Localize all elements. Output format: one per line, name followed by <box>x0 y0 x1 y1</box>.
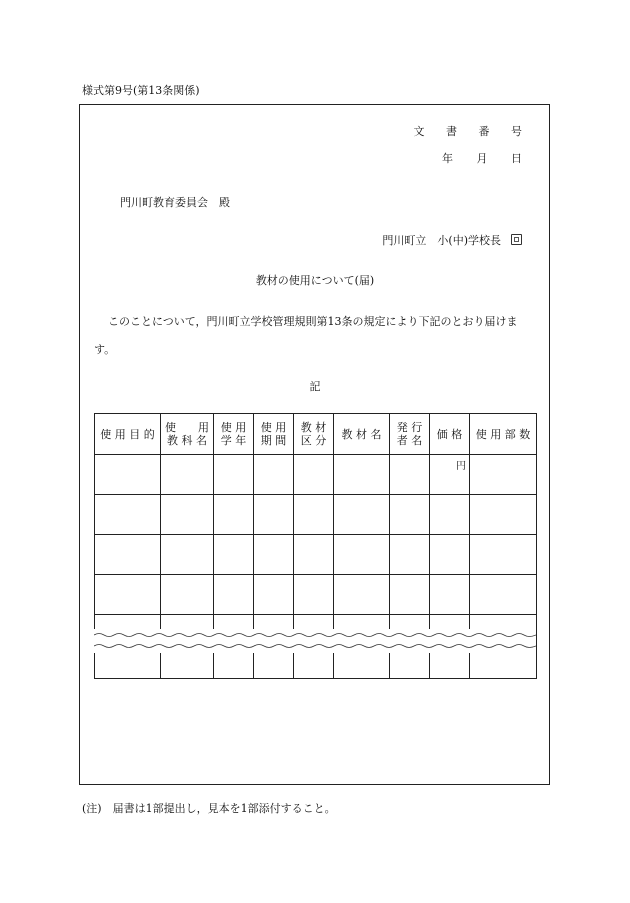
table-cell[interactable] <box>161 495 214 535</box>
table-cell[interactable] <box>214 535 254 575</box>
table-cell[interactable] <box>254 455 294 495</box>
table-cell[interactable] <box>161 535 214 575</box>
table-cell[interactable] <box>334 535 390 575</box>
table-cell[interactable] <box>430 535 470 575</box>
body-text: このことについて，門川町立学校管理規則第13条の規定により下記のとおり届けます。 <box>94 315 518 356</box>
col-header-material-name: 教 材 名 <box>334 414 390 455</box>
table-cell[interactable] <box>161 455 214 495</box>
table-cell[interactable] <box>470 575 537 615</box>
col-header-category: 教 材 区 分 <box>294 414 334 455</box>
ki-heading: 記 <box>309 380 321 393</box>
table-header-row <box>95 414 537 455</box>
recipient: 門川町教育委員会 殿 <box>120 196 230 209</box>
table-row <box>95 535 537 575</box>
table-cell[interactable] <box>161 575 214 615</box>
table-cell[interactable] <box>294 495 334 535</box>
table-cell[interactable] <box>95 575 161 615</box>
table-cell[interactable] <box>214 575 254 615</box>
document-number-label: 文 書 番 号 <box>413 125 522 138</box>
col-header-price: 価 格 <box>430 414 470 455</box>
table-cell[interactable] <box>294 455 334 495</box>
table-cell[interactable] <box>470 495 537 535</box>
table-cell[interactable] <box>95 535 161 575</box>
table-cell[interactable] <box>390 495 430 535</box>
table-cell[interactable] <box>470 455 537 495</box>
table-cell[interactable] <box>254 535 294 575</box>
table-cell[interactable] <box>430 495 470 535</box>
table-cell[interactable] <box>334 455 390 495</box>
table-cell[interactable] <box>294 575 334 615</box>
document-date-label: 年 月 日 <box>442 152 522 165</box>
table-row <box>95 455 537 495</box>
table-cell[interactable] <box>390 575 430 615</box>
table-cell[interactable] <box>430 455 470 495</box>
table-cell[interactable] <box>95 455 161 495</box>
table-cell[interactable] <box>95 495 161 535</box>
footnote: (注) 届書は1部提出し，見本を1部添付すること。 <box>82 802 336 815</box>
table-cell[interactable] <box>390 535 430 575</box>
table-cell[interactable] <box>294 535 334 575</box>
seal-icon <box>511 234 522 245</box>
col-header-period: 使 用 期 間 <box>254 414 294 455</box>
tear-break-line <box>94 629 536 653</box>
table-cell[interactable] <box>470 535 537 575</box>
form-label: 様式第9号(第13条関係) <box>82 84 200 97</box>
col-header-publisher: 発 行 者 名 <box>390 414 430 455</box>
table-cell[interactable] <box>254 495 294 535</box>
wavy-break-icon <box>94 629 536 653</box>
materials-table <box>94 413 536 681</box>
price-unit: 円 <box>456 461 466 472</box>
col-header-copies: 使 用 部 数 <box>470 414 537 455</box>
col-header-grade: 使 用 学 年 <box>214 414 254 455</box>
sender-text: 門川町立 小(中)学校長 <box>382 234 501 247</box>
table-cell[interactable] <box>334 495 390 535</box>
table-row <box>95 495 537 535</box>
table-row <box>95 575 537 615</box>
table-cell[interactable] <box>334 575 390 615</box>
col-header-purpose: 使 用 目 的 <box>95 414 161 455</box>
table-cell[interactable] <box>214 455 254 495</box>
subject-title: 教材の使用について(届) <box>255 274 375 287</box>
table-cell[interactable] <box>254 575 294 615</box>
col-header-subject: 使 用 教 科 名 <box>161 414 214 455</box>
sender <box>382 232 522 248</box>
table-cell[interactable] <box>214 495 254 535</box>
table-cell[interactable] <box>390 455 430 495</box>
table-cell[interactable] <box>430 575 470 615</box>
